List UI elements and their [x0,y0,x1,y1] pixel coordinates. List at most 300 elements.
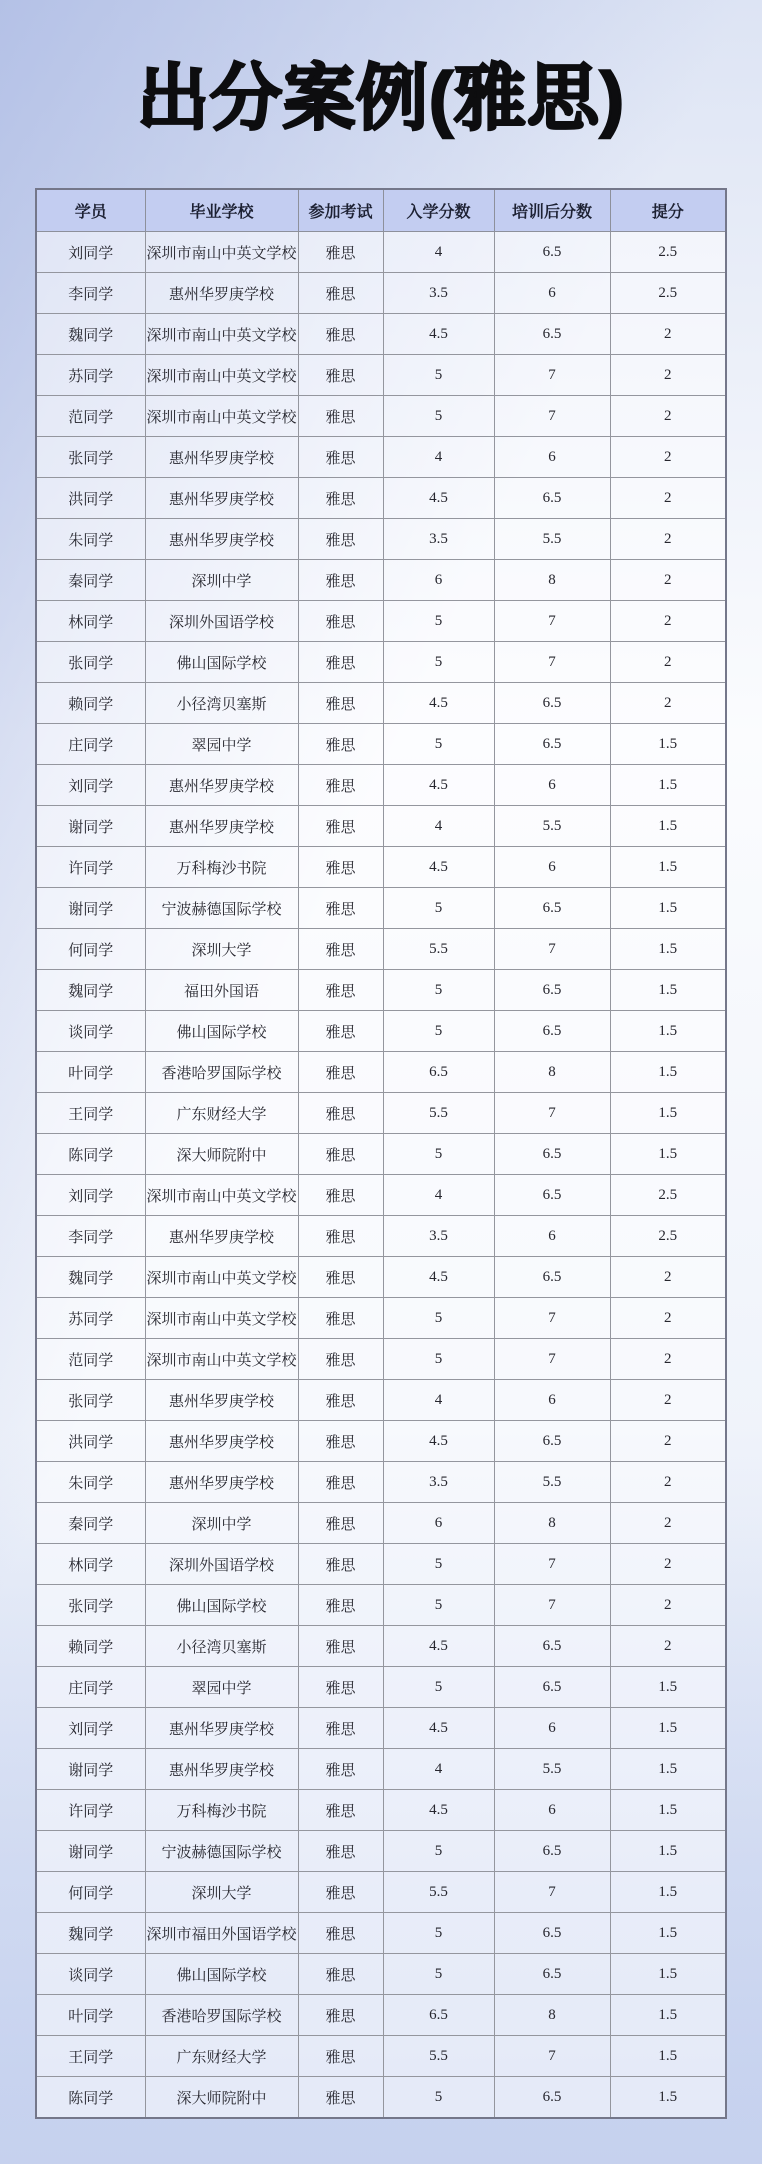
table-cell: 5 [383,1544,494,1585]
table-cell: 深圳市南山中英文学校 [145,1298,298,1339]
table-cell: 6 [494,847,610,888]
table-cell: 1.5 [610,970,726,1011]
table-cell: 2.5 [610,1175,726,1216]
table-cell: 洪同学 [36,1421,145,1462]
table-cell: 6.5 [383,1995,494,2036]
table-cell: 6.5 [494,1011,610,1052]
table-cell: 雅思 [298,232,383,273]
table-cell: 2 [610,1544,726,1585]
table-cell: 3.5 [383,519,494,560]
table-cell: 3.5 [383,273,494,314]
table-cell: 佛山国际学校 [145,1954,298,1995]
table-cell: 深圳外国语学校 [145,601,298,642]
table-cell: 深圳中学 [145,1503,298,1544]
table-cell: 范同学 [36,396,145,437]
score-cases-table [35,188,727,2119]
table-cell: 深圳市南山中英文学校 [145,232,298,273]
table-cell: 5 [383,2077,494,2119]
table-row [36,1052,726,1093]
table-row [36,1503,726,1544]
table-row [36,683,726,724]
table-row [36,970,726,1011]
table-cell: 4.5 [383,314,494,355]
table-cell: 深圳大学 [145,1872,298,1913]
table-cell: 广东财经大学 [145,2036,298,2077]
table-cell: 6.5 [494,1257,610,1298]
table-cell: 雅思 [298,1339,383,1380]
table-row [36,1667,726,1708]
table-cell: 6 [383,560,494,601]
table-cell: 5.5 [383,1872,494,1913]
table-cell: 1.5 [610,1749,726,1790]
table-cell: 万科梅沙书院 [145,847,298,888]
table-cell: 翠园中学 [145,1667,298,1708]
table-cell: 谈同学 [36,1011,145,1052]
table-cell: 刘同学 [36,1175,145,1216]
table-cell: 惠州华罗庚学校 [145,478,298,519]
table-row [36,1093,726,1134]
table-cell: 宁波赫德国际学校 [145,1831,298,1872]
table-cell: 4.5 [383,1708,494,1749]
page-title: 出分案例(雅思) [137,59,625,139]
column-header-improvement: 提分 [610,189,726,232]
table-cell: 张同学 [36,642,145,683]
table-cell: 6.5 [494,888,610,929]
table-cell: 1.5 [610,1667,726,1708]
table-cell: 小径湾贝塞斯 [145,1626,298,1667]
table-cell: 洪同学 [36,478,145,519]
column-header-entry-score: 入学分数 [383,189,494,232]
table-cell: 雅思 [298,273,383,314]
table-cell: 香港哈罗国际学校 [145,1052,298,1093]
table-cell: 雅思 [298,1954,383,1995]
table-cell: 香港哈罗国际学校 [145,1995,298,2036]
table-cell: 5 [383,355,494,396]
table-cell: 秦同学 [36,560,145,601]
table-row [36,1790,726,1831]
table-cell: 何同学 [36,1872,145,1913]
table-row [36,888,726,929]
table-cell: 5 [383,642,494,683]
table-cell: 雅思 [298,1708,383,1749]
table-row [36,1544,726,1585]
table-row [36,1831,726,1872]
table-row [36,1298,726,1339]
table-cell: 6.5 [494,1831,610,1872]
table-cell: 雅思 [298,765,383,806]
table-cell: 6.5 [494,1626,610,1667]
table-cell: 6 [494,1380,610,1421]
table-cell: 谢同学 [36,806,145,847]
table-cell: 惠州华罗庚学校 [145,765,298,806]
table-cell: 李同学 [36,273,145,314]
table-cell: 林同学 [36,1544,145,1585]
table-cell: 2.5 [610,1216,726,1257]
table-cell: 雅思 [298,1462,383,1503]
table-cell: 5 [383,1954,494,1995]
table-cell: 张同学 [36,1380,145,1421]
table-cell: 6.5 [494,1421,610,1462]
table-row [36,2077,726,2119]
table-cell: 雅思 [298,806,383,847]
table-cell: 2 [610,314,726,355]
table-cell: 万科梅沙书院 [145,1790,298,1831]
table-cell: 5 [383,1339,494,1380]
table-cell: 5.5 [494,1749,610,1790]
table-cell: 6.5 [494,1667,610,1708]
table-cell: 广东财经大学 [145,1093,298,1134]
table-cell: 惠州华罗庚学校 [145,1708,298,1749]
table-row [36,478,726,519]
table-cell: 5.5 [494,806,610,847]
table-cell: 1.5 [610,1872,726,1913]
table-cell: 1.5 [610,1093,726,1134]
table-cell: 7 [494,1298,610,1339]
table-cell: 雅思 [298,1216,383,1257]
table-cell: 4.5 [383,1626,494,1667]
table-cell: 2 [610,560,726,601]
table-cell: 雅思 [298,642,383,683]
table-cell: 雅思 [298,888,383,929]
table-cell: 3.5 [383,1216,494,1257]
table-cell: 4 [383,1380,494,1421]
table-cell: 4.5 [383,478,494,519]
table-row [36,1872,726,1913]
table-cell: 雅思 [298,478,383,519]
table-cell: 6.5 [494,2077,610,2119]
table-cell: 6.5 [494,1134,610,1175]
table-cell: 林同学 [36,601,145,642]
table-cell: 4 [383,437,494,478]
table-cell: 7 [494,396,610,437]
table-cell: 雅思 [298,683,383,724]
table-cell: 6.5 [494,970,610,1011]
table-row [36,519,726,560]
table-cell: 2 [610,1421,726,1462]
table-row [36,396,726,437]
table-cell: 翠园中学 [145,724,298,765]
table-cell: 2 [610,1626,726,1667]
table-row [36,1011,726,1052]
table-cell: 5.5 [383,2036,494,2077]
table-cell: 2 [610,601,726,642]
table-cell: 7 [494,355,610,396]
table-cell: 7 [494,1093,610,1134]
table-cell: 7 [494,929,610,970]
table-cell: 5 [383,601,494,642]
table-cell: 4.5 [383,1257,494,1298]
table-cell: 5 [383,396,494,437]
table-cell: 5.5 [383,929,494,970]
table-cell: 2 [610,1339,726,1380]
table-cell: 深大师院附中 [145,1134,298,1175]
column-header-school: 毕业学校 [145,189,298,232]
table-cell: 苏同学 [36,355,145,396]
table-row [36,1585,726,1626]
table-cell: 惠州华罗庚学校 [145,437,298,478]
table-cell: 1.5 [610,806,726,847]
table-cell: 2.5 [610,232,726,273]
table-cell: 陈同学 [36,1134,145,1175]
table-cell: 深圳市南山中英文学校 [145,1175,298,1216]
table-cell: 雅思 [298,724,383,765]
table-cell: 1.5 [610,1790,726,1831]
table-cell: 许同学 [36,847,145,888]
table-cell: 雅思 [298,1380,383,1421]
table-cell: 1.5 [610,1913,726,1954]
table-cell: 魏同学 [36,1913,145,1954]
table-cell: 深圳外国语学校 [145,1544,298,1585]
table-cell: 何同学 [36,929,145,970]
table-cell: 惠州华罗庚学校 [145,1462,298,1503]
table-cell: 6 [383,1503,494,1544]
table-cell: 佛山国际学校 [145,1585,298,1626]
table-cell: 4.5 [383,1421,494,1462]
table-cell: 福田外国语 [145,970,298,1011]
table-cell: 4 [383,232,494,273]
column-header-exam: 参加考试 [298,189,383,232]
table-cell: 雅思 [298,1052,383,1093]
table-cell: 7 [494,1585,610,1626]
table-cell: 张同学 [36,437,145,478]
table-cell: 7 [494,1872,610,1913]
table-row [36,1954,726,1995]
table-cell: 8 [494,1503,610,1544]
table-cell: 1.5 [610,765,726,806]
table-cell: 魏同学 [36,314,145,355]
table-cell: 陈同学 [36,2077,145,2119]
table-cell: 惠州华罗庚学校 [145,519,298,560]
table-cell: 王同学 [36,1093,145,1134]
table-cell: 5.5 [383,1093,494,1134]
table-cell: 庄同学 [36,724,145,765]
table-cell: 深大师院附中 [145,2077,298,2119]
table-cell: 雅思 [298,601,383,642]
table-cell: 2 [610,478,726,519]
table-cell: 小径湾贝塞斯 [145,683,298,724]
table-cell: 深圳市南山中英文学校 [145,314,298,355]
table-row [36,806,726,847]
table-cell: 7 [494,642,610,683]
table-cell: 范同学 [36,1339,145,1380]
table-row [36,642,726,683]
table-cell: 佛山国际学校 [145,642,298,683]
table-cell: 朱同学 [36,1462,145,1503]
table-cell: 5.5 [494,519,610,560]
table-cell: 雅思 [298,1585,383,1626]
table-cell: 5.5 [494,1462,610,1503]
table-header [36,189,726,232]
table-row [36,929,726,970]
table-cell: 庄同学 [36,1667,145,1708]
table-cell: 雅思 [298,519,383,560]
table-cell: 1.5 [610,2077,726,2119]
table-cell: 惠州华罗庚学校 [145,1749,298,1790]
table-cell: 2 [610,519,726,560]
table-cell: 雅思 [298,1298,383,1339]
table-cell: 8 [494,560,610,601]
table-cell: 王同学 [36,2036,145,2077]
table-cell: 雅思 [298,1913,383,1954]
table-cell: 雅思 [298,1872,383,1913]
table-cell: 雅思 [298,1093,383,1134]
table-cell: 2 [610,1257,726,1298]
table-cell: 1.5 [610,724,726,765]
table-cell: 谢同学 [36,888,145,929]
table-cell: 1.5 [610,1995,726,2036]
table-row [36,1462,726,1503]
table-cell: 朱同学 [36,519,145,560]
table-cell: 6.5 [494,478,610,519]
table-cell: 雅思 [298,1790,383,1831]
table-cell: 雅思 [298,1011,383,1052]
table-cell: 叶同学 [36,1995,145,2036]
table-cell: 雅思 [298,560,383,601]
table-cell: 惠州华罗庚学校 [145,1380,298,1421]
table-cell: 苏同学 [36,1298,145,1339]
table-cell: 雅思 [298,1995,383,2036]
table-cell: 6.5 [494,724,610,765]
table-cell: 秦同学 [36,1503,145,1544]
table-cell: 深圳市南山中英文学校 [145,355,298,396]
table-cell: 谢同学 [36,1831,145,1872]
table-cell: 4.5 [383,765,494,806]
table-cell: 雅思 [298,1749,383,1790]
table-cell: 2 [610,1462,726,1503]
table-cell: 赖同学 [36,683,145,724]
table-cell: 4.5 [383,683,494,724]
table-cell: 4 [383,1175,494,1216]
table-cell: 1.5 [610,888,726,929]
table-cell: 5 [383,1011,494,1052]
table-cell: 6 [494,437,610,478]
table-row [36,355,726,396]
table-row [36,1708,726,1749]
table-cell: 5 [383,1831,494,1872]
table-cell: 惠州华罗庚学校 [145,273,298,314]
table-cell: 雅思 [298,2077,383,2119]
table-row [36,1749,726,1790]
table-cell: 6 [494,1790,610,1831]
table-cell: 雅思 [298,1175,383,1216]
table-cell: 谈同学 [36,1954,145,1995]
table-cell: 5 [383,1585,494,1626]
table-cell: 8 [494,1052,610,1093]
table-cell: 2 [610,683,726,724]
table-cell: 1.5 [610,1052,726,1093]
table-cell: 7 [494,1339,610,1380]
table-cell: 刘同学 [36,232,145,273]
table-cell: 惠州华罗庚学校 [145,1421,298,1462]
table-row [36,314,726,355]
table-cell: 6 [494,765,610,806]
table-cell: 5 [383,1298,494,1339]
table-row [36,1380,726,1421]
table-cell: 6.5 [494,1175,610,1216]
table-cell: 2 [610,1380,726,1421]
table-cell: 雅思 [298,355,383,396]
table-row [36,560,726,601]
table-cell: 4.5 [383,1790,494,1831]
table-cell: 2 [610,1298,726,1339]
table-cell: 5 [383,1134,494,1175]
table-cell: 1.5 [610,929,726,970]
table-cell: 6.5 [494,232,610,273]
table-cell: 4.5 [383,847,494,888]
table-cell: 魏同学 [36,1257,145,1298]
table-cell: 惠州华罗庚学校 [145,1216,298,1257]
table-cell: 谢同学 [36,1749,145,1790]
table-cell: 2 [610,355,726,396]
table-cell: 深圳中学 [145,560,298,601]
table-cell: 2 [610,642,726,683]
table-cell: 6 [494,1708,610,1749]
table-cell: 5 [383,724,494,765]
table-cell: 许同学 [36,1790,145,1831]
table-cell: 魏同学 [36,970,145,1011]
table-cell: 深圳市南山中英文学校 [145,1339,298,1380]
table-cell: 1.5 [610,1134,726,1175]
table-cell: 深圳市福田外国语学校 [145,1913,298,1954]
table-cell: 雅思 [298,970,383,1011]
table-cell: 4 [383,806,494,847]
table-cell: 7 [494,601,610,642]
table-cell: 6.5 [494,314,610,355]
table-cell: 宁波赫德国际学校 [145,888,298,929]
table-cell: 深圳大学 [145,929,298,970]
table-row [36,1913,726,1954]
table-row [36,1626,726,1667]
table-row [36,1134,726,1175]
table-header-row [36,189,726,232]
table-cell: 张同学 [36,1585,145,1626]
table-cell: 1.5 [610,1708,726,1749]
table-cell: 1.5 [610,1954,726,1995]
table-row [36,1216,726,1257]
table-cell: 6 [494,273,610,314]
table-cell: 2.5 [610,273,726,314]
table-cell: 雅思 [298,1134,383,1175]
table-row [36,1995,726,2036]
table-cell: 叶同学 [36,1052,145,1093]
table-cell: 雅思 [298,2036,383,2077]
table-cell: 雅思 [298,437,383,478]
table-row [36,765,726,806]
table-cell: 5 [383,1667,494,1708]
table-cell: 佛山国际学校 [145,1011,298,1052]
table-row [36,847,726,888]
column-header-student: 学员 [36,189,145,232]
table-cell: 6.5 [494,1954,610,1995]
table-cell: 雅思 [298,847,383,888]
table-cell: 5 [383,970,494,1011]
table-row [36,2036,726,2077]
table-cell: 5 [383,1913,494,1954]
table-row [36,437,726,478]
table-cell: 2 [610,396,726,437]
table-cell: 雅思 [298,1626,383,1667]
table-cell: 雅思 [298,1544,383,1585]
table-row [36,1339,726,1380]
table-cell: 雅思 [298,1503,383,1544]
table-cell: 3.5 [383,1462,494,1503]
table-row [36,724,726,765]
table-cell: 7 [494,1544,610,1585]
table-cell: 惠州华罗庚学校 [145,806,298,847]
table-cell: 1.5 [610,2036,726,2077]
table-cell: 6.5 [383,1052,494,1093]
table-cell: 深圳市南山中英文学校 [145,396,298,437]
